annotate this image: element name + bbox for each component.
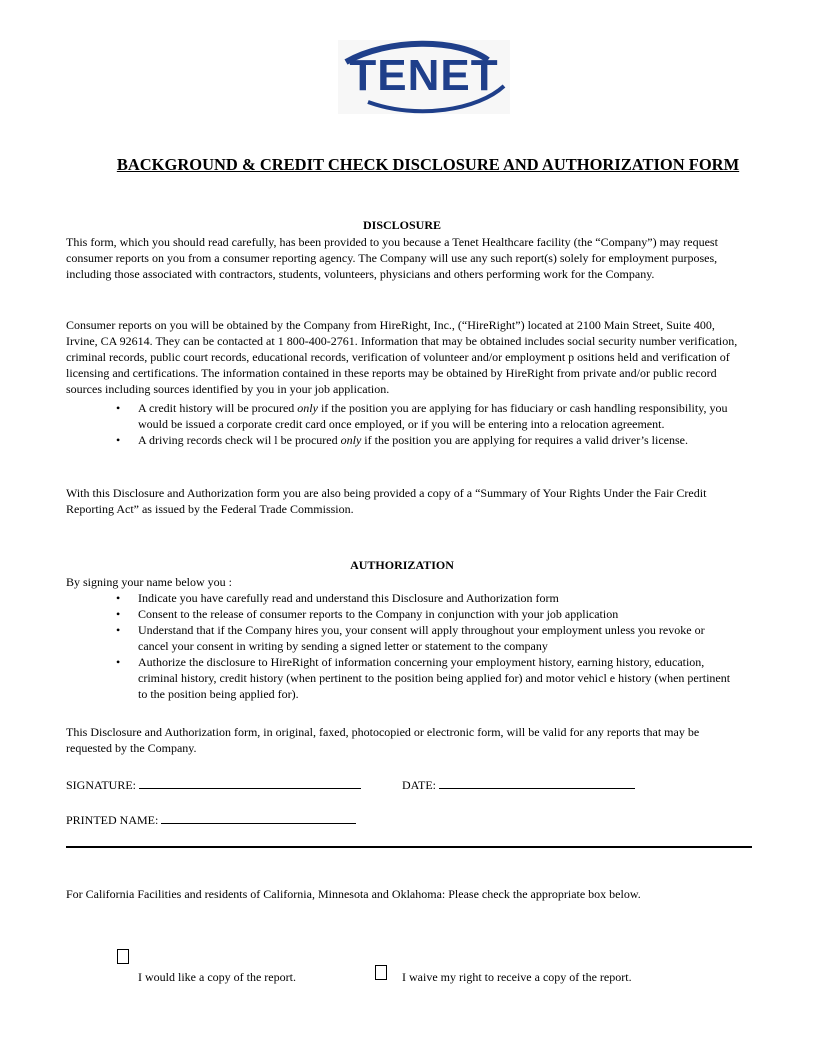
disclosure-paragraph-2: Consumer reports on you will be obtained by the Company from HireRight, Inc., (“HireRight”) located at 2100 Main Street, Suite 400, Irvine, CA 92614. They can be contacted at 1 800-400-2761. Information that may be obtained includes social security number verification, criminal records, public court records, educational records, verification of volunteer and/or employment p ositions held and verification of licensing and certifications. The information contained in these reports may be obtained by HireRight from private and/or public record sources including sources identified by you in your job application. (66, 318, 738, 396)
signature-row (66, 776, 361, 793)
list-item: • Authorize the disclosure to HireRight of information concerning your employment history, earning history, education, criminal history, credit history (when pertinent to the position being applied for) and motor vehicl e history (when pertinent to the position being applied for). (116, 655, 731, 701)
copy-report-label: I would like a copy of the report. (138, 970, 296, 984)
printed-name-label: PRINTED NAME: (66, 813, 159, 827)
bullet-icon: • (116, 433, 121, 447)
logo-text: TENET (349, 51, 499, 100)
printed-name-field[interactable] (161, 811, 356, 824)
section-divider (66, 846, 752, 848)
signature-label: SIGNATURE: (66, 778, 137, 792)
list-item: • A driving records check wil l be procured only if the position you are applying for requires a valid driver’s license. (116, 433, 688, 447)
list-item: • Indicate you have carefully read and understand this Disclosure and Authorization form (116, 591, 559, 605)
signature-field[interactable] (139, 776, 361, 789)
authorization-intro: By signing your name below you : (66, 575, 232, 589)
bullet-icon: • (116, 623, 121, 637)
authorization-bullets (116, 590, 738, 702)
bullet-icon: • (116, 591, 121, 605)
california-note: For California Facilities and residents of California, Minnesota and Oklahoma: Please check the appropriate box below. (66, 887, 641, 901)
waive-copy-label: I waive my right to receive a copy of the report. (402, 970, 632, 984)
disclosure-heading: DISCLOSURE (362, 218, 442, 232)
validity-paragraph: This Disclosure and Authorization form, in original, faxed, photocopied or electronic form, will be valid for any reports that may be requested by the Company. (66, 725, 700, 755)
form-title: BACKGROUND & CREDIT CHECK DISCLOSURE AND AUTHORIZATION FORM (116, 155, 740, 174)
disclosure-paragraph-1: This form, which you should read carefully, has been provided to you because a Tenet Healthcare facility (the “Company”) may request consumer reports on you from a consumer reporting agency. The Company will use any such report(s) solely for employment purposes, including those associated with contractors, students, volunteers, physicians and others performing work for the Company. (66, 235, 718, 281)
disclosure-paragraph-3: With this Disclosure and Authorization form you are also being provided a copy of a “Summary of Your Rights Under the Fair Credit Reporting Act” as issued by the Federal Trade Commission. (66, 486, 707, 516)
authorization-heading: AUTHORIZATION (350, 558, 454, 572)
printed-name-row (66, 811, 356, 828)
disclosure-bullets (116, 400, 748, 448)
list-item: • A credit history will be procured only if the position you are applying for has fiduciary or cash handling responsibility, you would be issued a corporate credit card once employed, or if you will be entering into a relocation agreement. (116, 401, 728, 431)
copy-report-checkbox[interactable] (117, 949, 129, 964)
waive-copy-checkbox[interactable] (375, 965, 387, 980)
bullet-icon: • (116, 655, 121, 669)
list-item: • Understand that if the Company hires you, your consent will apply throughout your employment unless you revoke or cancel your consent in writing by sending a signed letter or statement to the company (116, 623, 705, 653)
date-label: DATE: (402, 778, 436, 792)
bullet-icon: • (116, 607, 121, 621)
date-row (402, 776, 635, 793)
list-item: • Consent to the release of consumer reports to the Company in conjunction with your job application (116, 607, 619, 621)
company-logo (338, 40, 510, 114)
bullet-icon: • (116, 401, 121, 415)
date-field[interactable] (439, 776, 635, 789)
